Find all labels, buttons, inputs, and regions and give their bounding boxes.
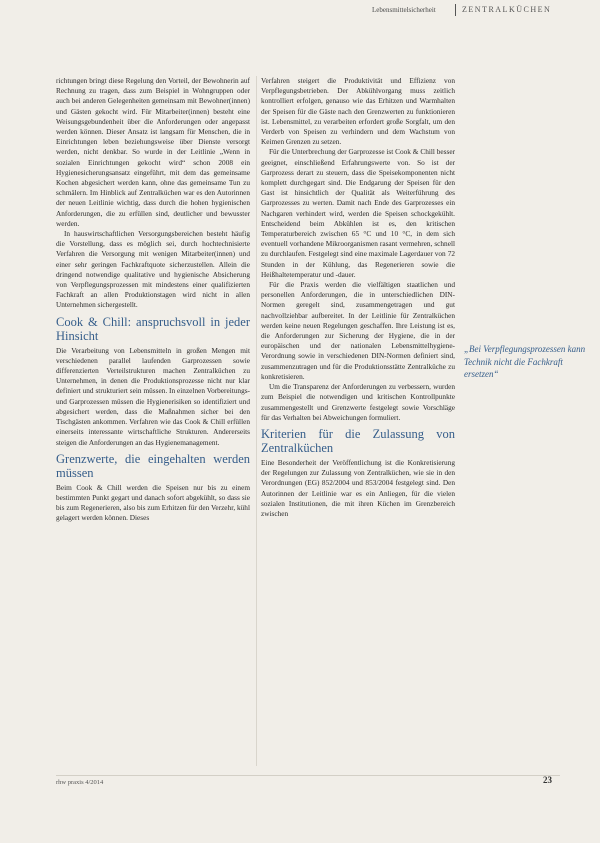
left-paragraph: Beim Cook & Chill werden die Speisen nur bis zu einem bestimmten Punkt gegart und danach sofort abgekühlt, so dass sie bis zum Regenerieren, also bis zum Erhitzen für den Verzehr, kühl gelagert werden können. Dieses	[56, 482, 250, 523]
right-paragraph: Eine Besonderheit der Veröffentlichung ist die Konkretisierung der Regelungen zur Zulassung von Zentralküchen, wie sie in den Verordnungen (EG) 852/2004 und 853/2004 festgelegt sind. Den Autorinnen der Leitlinie war es ein Anliegen, für die vielen sozialen Institutionen, die mit ihren Küchen im Grenzbereich zwischen	[261, 457, 455, 518]
footer-rule	[56, 775, 560, 776]
page-number: 23	[543, 775, 552, 785]
right-paragraph: Für die Unterbrechung der Garprozesse ist Cook & Chill besser geeignet, einschließend Erfahrungswerte von. So ist der Garprozess derart zu steuern, dass die Speisekomponenten nicht komplett durchgegart sind. Die Endgarung der Speisen für den Gast ist hinsichtlich der Qualität als Weiterführung des Garprozesses zu werten. Damit nach Ende des Garprozesses ein Nachgaren verhindert wird, werden die Speisen schockgekühlt. Entscheidend beim Abkühlen ist es, den kritischen Temperaturbereich zwischen 65 °C und 10 °C, in dem sich eventuell vorhandene Mikroorganismen rasant vermehren, schnell zu durchlaufen. Festgelegt sind eine maximale Lagerdauer von 72 Stunden in der Kühlung, das Regenerieren sowie die Heißhaltetemperatur und -dauer.	[261, 147, 455, 279]
page-footer	[56, 775, 560, 789]
left-paragraph: Die Verarbeitung von Lebensmitteln in großen Mengen mit verschiedenen parallel laufenden Garprozessen sowie differenzierten Verteilstrukturen machen Zentralküchen zu Unternehmen, in denen die Produktionsprozesse nicht nur klar definiert und strukturiert sein müssen. In einzelnen Vorbereitungs- und Garprozessen müssen die Hygienerisiken so identifiziert und abgesichert werden, dass die Maßnahmen sicher bei den Tischgästen ankommen. Verfahren wie das Cook & Chill erfüllen einerseits interessante wirtschaftliche Strukturen. Andererseits steigen die Anforderungen an das Hygienemanagement.	[56, 345, 250, 447]
section-heading: Grenzwerte, die eingehalten werden müssen	[56, 451, 250, 480]
right-column	[261, 76, 455, 519]
right-paragraph: Verfahren steigert die Produktivität und Effizienz von Verpflegungsbetrieben. Der Abkühlvorgang muss zeitlich kontrolliert erfolgen, genauso wie das Erhitzen und Warmhalten der Speisen für die Gäste nach den Grenzwerten zu funktionieren ist. Lebensmittel, zu verarbeiten erfordert große Sorgfalt, um den Verderb von Speisen zu verhindern und dem Wachstum von Keimen Grenzen zu setzen.	[261, 76, 455, 147]
left-paragraph: richtungen bringt diese Regelung den Vorteil, der Bewohnerin auf Rechnung zu tragen, dass zum Beispiel in Wohngruppen oder auch bei anderen Gelegenheiten gemeinsam mit Bewohner(innen) und Gästen gekocht wird. Für Mitarbeiter(innen) besteht eine Weisungsgebundenheit über die Anforderungen oder angepasst werden können. Dieser Ansatz ist langsam für Menschen, die in Einrichtungen leben beziehungsweise über Dienste versorgt werden, nicht denkbar. So wurde in der Leitlinie „Wenn in sozialen Einrichtungen gekocht wird“ schon 2008 ein Hygienesicherungsansatz eingeführt, mit dem das gemeinsame Kochen abgesichert werden kann, ohne das gemeinsame Tun zu schmälern. Im Hinblick auf Zentralküchen war es den Autorinnen der neuen Leitlinie wichtig, dass durch die hohen hygienischen Anforderungen, die zu erfüllen sind, deutlicher und bewusster werden.	[56, 76, 250, 228]
header-title: ZENTRALKÜCHEN	[462, 5, 552, 14]
header-divider	[455, 4, 456, 16]
right-paragraph: Für die Praxis werden die vielfältigen staatlichen und personellen Anforderungen, die in unterschiedlichen DIN-Normen geregelt sind, zusammengetragen und gut nachvollziehbar aufbereitet. In der Leitlinie für Zentralküchen werden keine neuen Regelungen geschaffen. Ihre Leistung ist es, die Anforderungen zur Sicherung der Hygiene, die in der europäischen und der nationalen Lebensmittelhygiene-Verordnung sowie in verschiedenen DIN-Normen definiert sind, zusammenzutragen und für die Produktionsstätte Zentralküche zu konkretisieren.	[261, 280, 455, 381]
header-section: Lebensmittelsicherheit	[372, 6, 436, 14]
section-heading: Cook & Chill: anspruchsvoll in jeder Hinsicht	[56, 314, 250, 343]
left-paragraph: In hauswirtschaftlichen Versorgungsbereichen besteht häufig die Vorstellung, dass es möglich sei, durch hochtechnisierte Verfahren die Versorgung mit wenigen Mitarbeiter(innen) und einer sehr geringen Fachkraftquote sicherzustellen. Allein die dringend notwendige qualitative und hygienische Absicherung von Verpflegungsprozessen mit mindestens einer qualifizierten Fachkraft an allen Produktionstagen wird nicht in allen Unternehmen sichergestellt.	[56, 229, 250, 310]
running-header	[372, 4, 568, 18]
left-column	[56, 76, 250, 524]
pull-quote: „Bei Verpflegungsprozessen kann Technik nicht die Fachkraft ersetzen“	[464, 344, 586, 379]
section-heading: Kriterien für die Zulassung von Zentralküchen	[261, 426, 455, 455]
right-paragraph: Um die Transparenz der Anforderungen zu verbessern, wurden zum Beispiel die notwendigen und kritischen Kontrollpunkte zusammengestellt und Grenzwerte festgelegt sowie Vorschläge für das Verhalten bei Abweichungen formuliert.	[261, 382, 455, 422]
magazine-name: rhw praxis 4/2014	[56, 779, 104, 786]
column-divider	[256, 76, 257, 766]
